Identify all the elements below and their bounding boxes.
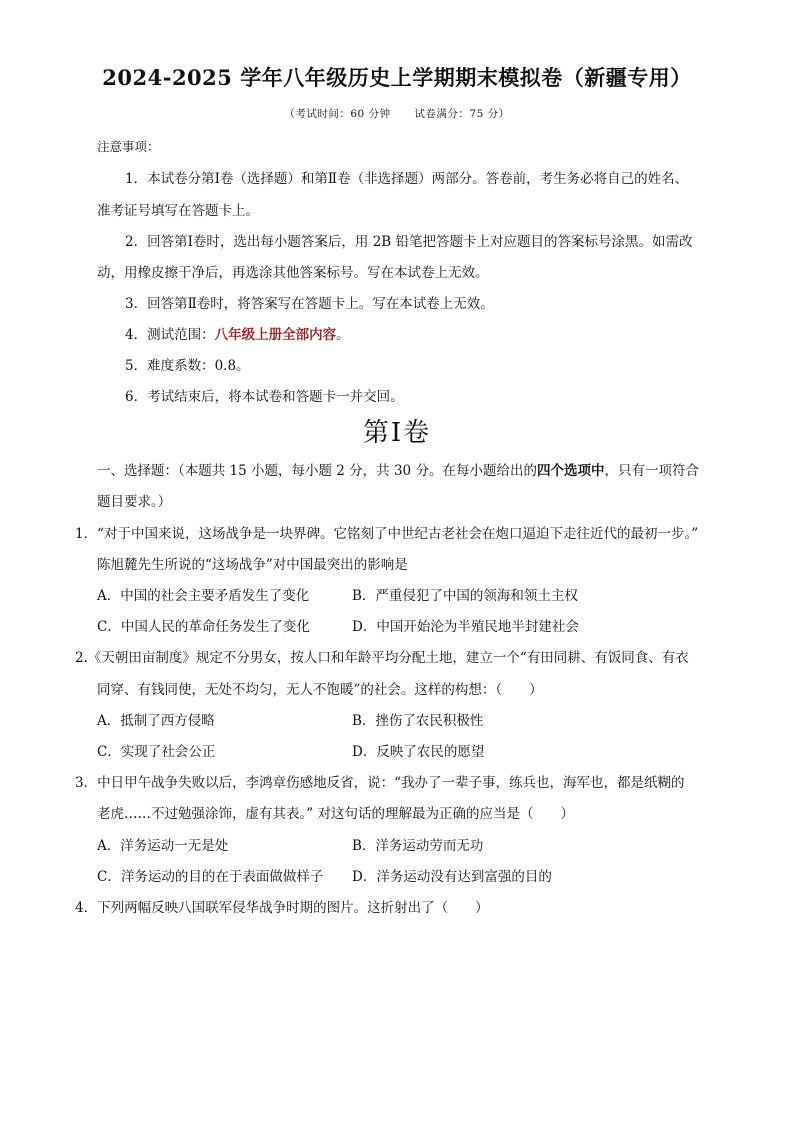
section-heading-line-1 xyxy=(97,459,699,479)
question-2-option-b: B．挫伤了农民积极性 xyxy=(352,713,484,729)
question-3-stem-line-1: 3．中日甲午战争失败以后，李鸿章伤感地反省，说：“我办了一辈子事，练兵也，海军也，都是纸糊的 xyxy=(75,775,685,791)
question-2-stem-line-1: 2.《天朝田亩制度》规定不分男女，按人口和年龄平均分配土地，建立一个“有田同耕、有饭同食、有衣 xyxy=(75,650,689,666)
note-4-suffix: 。 xyxy=(336,327,350,343)
question-3-option-a: A．洋务运动一无是处 xyxy=(97,838,229,854)
question-3-option-d: D．洋务运动没有达到富强的目的 xyxy=(352,869,552,885)
question-1-option-c: C．中国人民的革命任务发生了变化 xyxy=(97,619,310,635)
question-1-option-d: D．中国开始沦为半殖民地半封建社会 xyxy=(352,619,579,635)
full-score: 试卷满分：75 分） xyxy=(414,108,510,120)
exam-time: （考试时间：60 分钟 xyxy=(284,108,391,120)
note-1-line-1: 1．本试卷分第Ⅰ卷（选择题）和第Ⅱ卷（非选择题）两部分。答卷前，考生务必将自己的姓名、 xyxy=(125,171,689,187)
note-4-prefix: 4．测试范围： xyxy=(125,327,215,343)
question-3-stem-line-2: 老虎……不过勉强涂饰，虚有其表。” 对这句话的理解最为正确的应当是（ ） xyxy=(97,806,574,822)
exam-info xyxy=(0,106,794,121)
test-scope: 八年级上册全部内容 xyxy=(214,327,337,343)
question-2-option-a: A．抵制了西方侵略 xyxy=(97,713,215,729)
note-6: 6．考试结束后，将本试卷和答题卡一并交回。 xyxy=(125,389,404,405)
note-1-line-2: 准考证号填写在答题卡上。 xyxy=(97,203,259,219)
question-3-option-c: C．洋务运动的目的在于表面做做样子 xyxy=(97,869,324,885)
question-3-option-b: B．洋务运动劳而无功 xyxy=(352,838,484,854)
question-1-stem-line-2: 陈旭麓先生所说的“这场战争”对中国最突出的影响是 xyxy=(97,557,408,573)
question-1-option-a: A．中国的社会主要矛盾发生了变化 xyxy=(97,588,310,604)
volume-title: 第Ⅰ卷 xyxy=(362,418,432,448)
section-heading-suffix: ，只有一项符合 xyxy=(604,463,699,479)
note-4 xyxy=(125,323,350,343)
notes-heading: 注意事项： xyxy=(97,139,160,154)
question-4-stem-line-1: 4．下列两幅反映八国联军侵华战争时期的图片。这折射出了（ ） xyxy=(75,900,489,916)
note-2-line-1: 2．回答第Ⅰ卷时，选出每小题答案后，用 2B 铅笔把答题卡上对应题目的答案标号涂黑。如需改 xyxy=(125,234,693,250)
question-2-option-c: C．实现了社会公正 xyxy=(97,744,216,760)
section-heading-prefix: 一、选择题：（本题共 15 小题，每小题 2 分，共 30 分。在每小题给出的 xyxy=(97,463,537,479)
question-2-option-d: D．反映了农民的愿望 xyxy=(352,744,485,760)
note-3: 3．回答第Ⅱ卷时，将答案写在答题卡上。写在本试卷上无效。 xyxy=(125,296,494,312)
note-2-line-2: 动，用橡皮擦干净后，再选涂其他答案标号。写在本试卷上无效。 xyxy=(97,265,489,281)
note-5: 5．难度系数：0.8。 xyxy=(125,358,250,374)
section-heading-bold: 四个选项中 xyxy=(536,463,605,479)
question-1-stem-line-1: 1．“对于中国来说，这场战争是一块界碑。它铭刻了中世纪古老社会在炮口逼迫下走往近代的最初一步。” xyxy=(75,526,699,542)
question-1-option-b: B．严重侵犯了中国的领海和领土主权 xyxy=(352,588,578,604)
question-2-stem-line-2: 同穿、有钱同使，无处不均匀，无人不饱暖”的社会。这样的构想：（ ） xyxy=(97,682,543,698)
section-heading-line-2: 题目要求。） xyxy=(97,494,172,510)
page-title: 2024-2025 学年八年级历史上学期期末模拟卷（新疆专用） xyxy=(102,65,692,90)
